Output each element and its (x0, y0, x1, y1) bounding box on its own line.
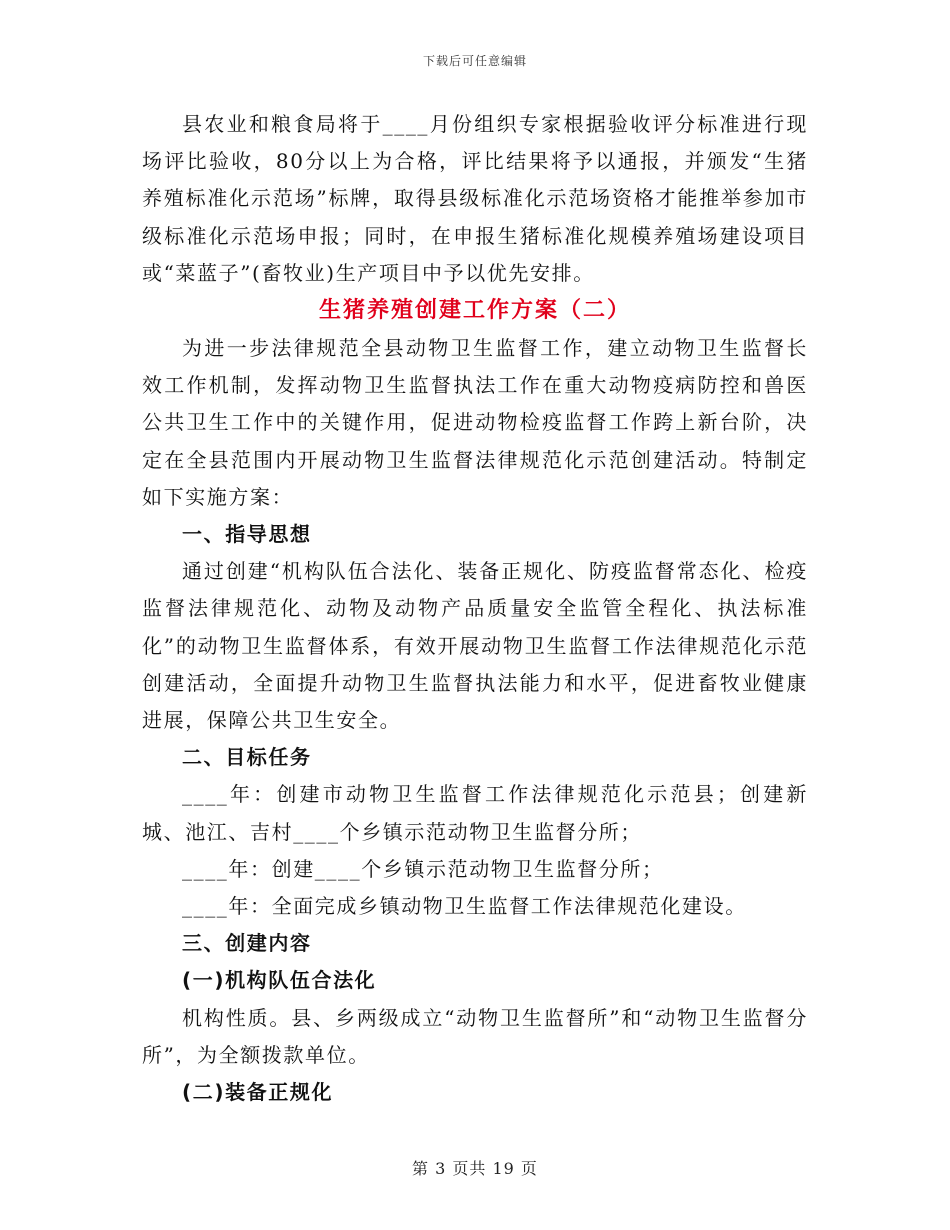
subheading-institution: (一)机构队伍合法化 (182, 968, 377, 993)
paragraph-objective-3: ____年：全面完成乡镇动物卫生监督工作法律规范化建设。 (182, 894, 747, 919)
paragraph-intro: 为进一步法律规范全县动物卫生监督工作，建立动物卫生监督长效工作机制，发挥动物卫生监督执法工作在重大动物疫病防控和兽医公共卫生工作中的关键作用，促进动物检疫监督工作跨上新台阶，决定在全县范围内开展动物卫生监督法律规范化示范创建活动。特制定如下实施方案： (142, 336, 808, 509)
heading-guiding-thought: 一、指导思想 (182, 522, 312, 547)
paragraph-acceptance: 县农业和粮食局将于____月份组织专家根据验收评分标准进行现场评比验收，80分以上为合格，评比结果将予以通报，并颁发“生猪养殖标准化示范场”标牌，取得县级标准化示范场资格才能推举参加市级标准化示范场申报；同时，在申报生猪标准化规模养殖场建设项目或“菜蓝子”(畜牧业)生产项目中予以优先安排。 (142, 112, 808, 285)
document-body (142, 106, 808, 1111)
section-title: 生猪养殖创建工作方案（二） (318, 298, 631, 324)
paragraph-institution: 机构性质。县、乡两级成立“动物卫生监督所”和“动物卫生监督分所”，为全额拨款单位。 (142, 1005, 808, 1067)
header-note: 下载后可任意编辑 (422, 54, 527, 68)
heading-contents: 三、创建内容 (182, 931, 312, 956)
paragraph-objective-2: ____年：创建____个乡镇示范动物卫生监督分所； (182, 856, 664, 881)
paragraph-guiding-thought: 通过创建“机构队伍合法化、装备正规化、防疫监督常态化、检疫监督法律规范化、动物及动物产品质量安全监管全程化、执法标准化”的动物卫生监督体系，有效开展动物卫生监督工作法律规范化示范创建活动，全面提升动物卫生监督执法能力和水平，促进畜牧业健康进展，保障公共卫生安全。 (142, 559, 808, 733)
subheading-equipment: (二)装备正规化 (182, 1080, 334, 1105)
paragraph-objective-1: ____年：创建市动物卫生监督工作法律规范化示范县；创建新城、池江、吉村____个乡镇示范动物卫生监督分所； (142, 782, 808, 844)
heading-objectives: 二、目标任务 (182, 745, 312, 770)
page-number: 第 3 页共 19 页 (412, 1159, 538, 1178)
